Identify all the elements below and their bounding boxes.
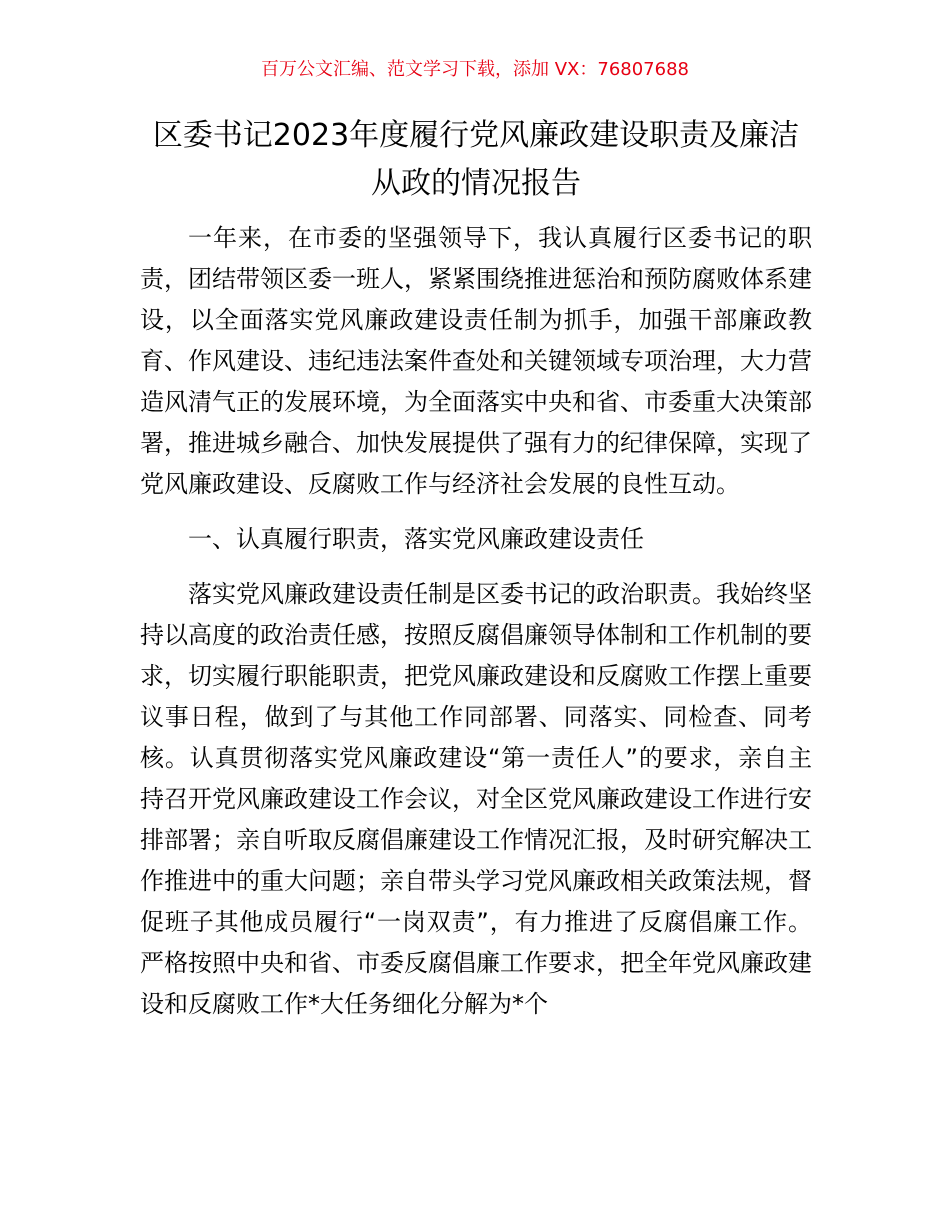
document-body	[140, 218, 812, 1039]
document-title: 区委书记2023年度履行党风廉政建设职责及廉洁从政的情况报告	[152, 118, 800, 201]
body-paragraph: 落实党风廉政建设责任制是区委书记的政治职责。我始终坚持以高度的政治责任感，按照反腐倡廉领导体制和工作机制的要求，切实履行职能职责，把党风廉政建设和反腐败工作摆上重要议事日程，做到了与其他工作同部署、同落实、同检查、同考核。认真贯彻落实党风廉政建设“第一责任人”的要求，亲自主持召开党风廉政建设工作会议，对全区党风廉政建设工作进行安排部署；亲自听取反腐倡廉建设工作情况汇报，及时研究解决工作推进中的重大问题；亲自带头学习党风廉政相关政策法规，督促班子其他成员履行“一岗双责”，有力推进了反腐倡廉工作。严格按照中央和省、市委反腐倡廉工作要求，把全年党风廉政建设和反腐败工作*大任务细化分解为*个	[140, 580, 812, 1018]
intro-paragraph: 一年来，在市委的坚强领导下，我认真履行区委书记的职责，团结带领区委一班人，紧紧围绕推进惩治和预防腐败体系建设，以全面落实党风廉政建设责任制为抓手，加强干部廉政教育、作风建设、违纪违法案件查处和关键领域专项治理，大力营造风清气正的发展环境，为全面落实中央和省、市委重大决策部署，推进城乡融合、加快发展提供了强有力的纪律保障，实现了党风廉政建设、反腐败工作与经济社会发展的良性互动。	[140, 224, 812, 498]
section-heading: 一、认真履行职责，落实党风廉政建设责任	[188, 525, 644, 553]
promo-header: 百万公文汇编、范文学习下载，添加 VX：76807688	[261, 59, 689, 80]
